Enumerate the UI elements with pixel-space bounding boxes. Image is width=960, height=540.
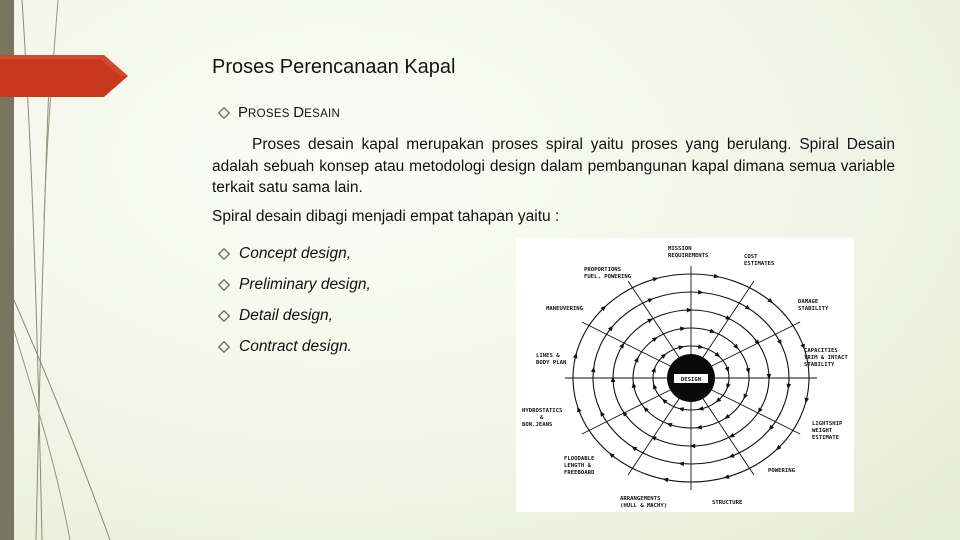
label-structure: STRUCTURE [712,500,743,506]
spiral-arrow [767,374,772,380]
section-heading-text: PROSES DESAIN [238,104,341,121]
spiral-arrow [680,326,686,331]
spiral-arrow [575,406,581,413]
section-heading [218,104,340,121]
spiral-arrow [698,290,704,295]
spiral-arrow [745,305,752,312]
spiral-arrow [678,461,684,466]
spiral-arrow [573,352,579,358]
spiral-arrow [741,393,747,400]
list-item [218,300,371,331]
title-accent-tab [0,55,128,97]
spiral-arrow [651,366,657,373]
label-mission-1: MISSION [668,246,692,252]
label-lightship-3: ESTIMATE [812,435,839,441]
stages-intro: Spiral desain dibagi menjadi empat tahapan yaitu : [212,208,560,225]
list-item [218,269,371,300]
label-damage-1: DAMAGE [798,299,819,305]
label-floodable-3: FREEBOARD [564,470,595,476]
spiral-arrow [777,339,784,346]
spiral-spoke [628,281,679,357]
label-powering: POWERING [768,468,795,474]
design-spiral-diagram [516,238,854,512]
spiral-arrow [647,316,654,323]
spiral-arrow [634,356,640,363]
label-hydro-2: & [540,415,544,421]
spiral-arrow [647,296,654,302]
diamond-outline-icon [218,341,230,353]
label-lines-1: LINES & [536,353,560,359]
stage-label: Contract design. [239,337,352,355]
spiral-arrow [652,335,659,342]
body-paragraph: Proses desain kapal merupakan proses spiral yaitu proses yang berulang. Spiral Desain adalah sebuah konsep atau metodologi design dalam pembangunan kapal dimana semua variable terkait satu sama lain. [212,136,895,196]
spiral-arrow [725,315,732,322]
spiral-arrow [598,410,605,417]
label-proportions-1: PROPORTIONS [584,267,622,273]
spiral-arrow [754,339,761,346]
design-spiral-figure [516,238,854,512]
spiral-arrow [723,474,730,480]
spiral-spoke [703,399,754,475]
spiral-arrow [611,376,616,382]
label-lines-2: BODY PLAN [536,360,567,366]
spiral-arrow [728,453,735,459]
diamond-outline-icon [218,279,230,291]
spiral-arrow [621,410,628,417]
spiral-arrow [690,444,696,449]
label-mission-2: REQUIREMENTS [668,253,709,259]
label-damage-2: STABILITY [798,306,829,312]
spiral-arrow [591,366,596,372]
label-cost-1: COST [744,254,758,260]
label-maneuvering: MANEUVERING [546,306,584,312]
spiral-arrow [725,383,731,390]
spiral-arrow [666,421,673,427]
spiral-arrow [709,329,716,335]
label-hydro-1: HYDROSTATICS [522,408,563,414]
label-capacities-3: STABILITY [804,362,835,368]
stage-label: Detail design, [239,306,333,324]
spiral-arrow [650,434,657,441]
spiral-arrow [687,308,693,313]
stage-label: Concept design, [239,244,352,262]
list-item [218,238,371,269]
list-item [218,331,371,362]
label-arrangements-1: ARRANGEMENTS [620,496,661,502]
stage-list [218,238,371,362]
spiral-arrow [630,444,637,451]
spiral-arrow [725,367,731,374]
label-hydro-3: BON.JEANS [522,422,553,428]
diamond-outline-icon [218,248,230,260]
spiral-arrow [696,425,702,430]
label-lightship-1: LIGHTSHIP [812,421,843,427]
spiral-arrow [728,433,735,440]
label-floodable-1: FLOODABLE [564,456,595,462]
spiral-arrow [723,414,730,421]
label-floodable-2: LENGTH & [564,463,591,469]
label-arrangements-2: (HULL & MACHY) [620,503,668,509]
design-center-label: DESIGN [680,377,702,383]
stage-label: Preliminary design, [239,275,371,293]
label-lightship-2: WEIGHT [812,428,833,434]
label-proportions-2: FUEL, POWERING [584,274,632,280]
label-cost-2: ESTIMATES [744,261,775,267]
label-capacities-2: TRIM & INTACT [804,355,848,361]
spiral-arrow [652,276,659,282]
spiral-arrow [803,398,809,404]
spiral-arrow [651,383,657,390]
slide-title: Proses Perencanaan Kapal [212,56,456,78]
spiral-arrow [786,384,791,390]
label-capacities-1: CAPACITIES [804,348,838,354]
diamond-outline-icon [218,107,230,119]
diamond-outline-icon [218,310,230,322]
